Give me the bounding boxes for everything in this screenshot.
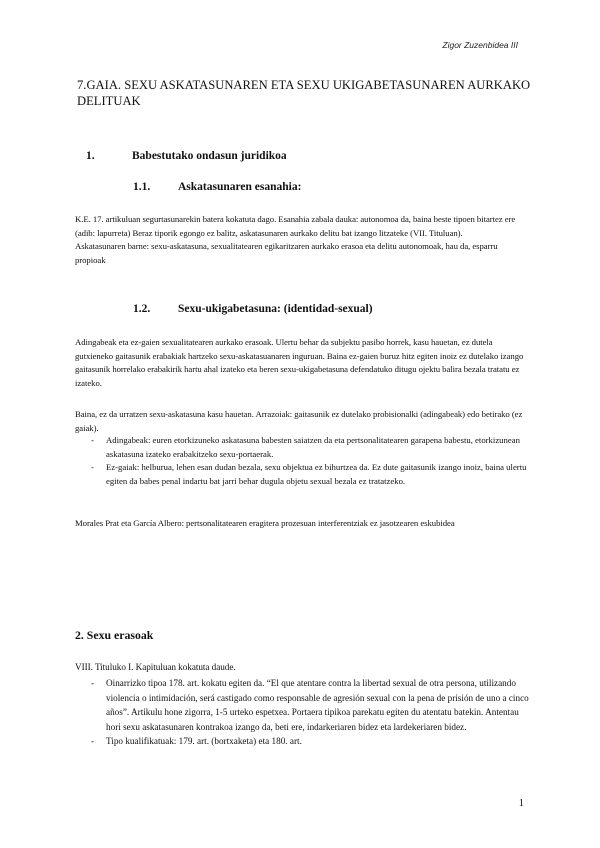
- chapter-title: 7.GAIA. SEXU ASKATASUNAREN ETA SEXU UKIGABETASUNAREN AURKAKO DELITUAK: [77, 78, 531, 108]
- section-2-heading: 2. Sexu erasoak: [75, 628, 154, 642]
- section-1-title: Babestutako ondasun juridikoa: [132, 150, 287, 162]
- paragraph: Askatasunaren barne: sexu-askatasuna, sexualitatearen egikaritzaren aurkako erasoa eta delitu autonomoak, hau da, esparru propioak: [75, 241, 498, 265]
- subsection-1-1-heading: [133, 181, 301, 193]
- bullet-list: [75, 676, 530, 749]
- bullet-marker: -: [91, 736, 95, 746]
- paragraph: VIII. Tituluko I. Kapituluan kokatuta daude.: [75, 662, 236, 672]
- bullet-marker: -: [91, 462, 94, 472]
- subsection-1-1-title: Askatasunaren esanahia:: [178, 181, 302, 193]
- paragraph: Morales Prat eta García Albero: pertsonalitatearen eragitera prozesuan interferentziak ez jasotzearen eskubidea: [75, 518, 455, 528]
- subsection-1-1-number: 1.1.: [133, 181, 151, 193]
- paragraph: Adingabeak eta ez-gaien sexualitatearen aurkako erasoak. Ulertu behar da subjektu pasibo horrek, kasu hauetan, ez dutela gutxieneko gaitasunik erabakiak hartzeko sexu-askatasuanaren inguruan. Baina ez-gaien buruz hitz egiten inoiz ez dutelako izango gaitasunik horrelako erabakirik hartu ahal izateko eta beren sexu-ukigabetasuna defendatuko ditugu ojektu balira bezala tratatu ez izateko.: [75, 337, 524, 388]
- page-number: 1: [518, 798, 524, 809]
- list-item: [75, 434, 530, 461]
- bullet-list: [75, 434, 530, 488]
- paragraph: K.E. 17. artikuluan segurtasunarekin batera kokatuta dago. Esanahia zabala dauka: autonomoa da, baina beste tipoen bitartez ere (adib: lapurreta) Beraz tiporik egongo ez balitz, askatasunaren aurkako delitu bat izango litzateke (VII. Tituluan).: [75, 214, 516, 238]
- list-item: [75, 676, 530, 734]
- list-item-text: Adingabeak: euren etorkizuneko askatasuna babesten saiatzen da eta pertsonalitatearen garapena babestu, etorkizunean askatasuna izateko erabakitzeko sexu-portaerak.: [106, 435, 520, 459]
- subsection-1-2-title: Sexu-ukigabetasuna: (identidad-sexual): [178, 303, 373, 315]
- list-item-text: Tipo kualifikatuak: 179. art. (bortxaketa) eta 180. art.: [106, 736, 302, 746]
- running-header: Zigor Zuzenbidea III: [442, 40, 518, 50]
- section-1-heading: [86, 150, 287, 162]
- list-item: [75, 734, 530, 749]
- paragraph: Baina, ez da urratzen sexu-askatasuna kasu hauetan. Arrazoiak: gaitasunik ez dutelako probisionalki (adingabeak) edo betirako (ez gaiak).: [75, 409, 523, 433]
- bullet-marker: -: [91, 678, 95, 688]
- list-item-text: Ez-gaiak: helburua, lehen esan dudan bezala, sexu objektua ez bihurtzea da. Ez dute gaitasunik izango inoiz, baina ulertu egiten da babes penal indartu bat jarri behar dugula objetu sexual bezala ez tratatzeko.: [106, 462, 527, 486]
- subsection-1-1-body: [75, 213, 530, 267]
- bullet-marker: -: [91, 435, 94, 445]
- section-1-number: 1.: [86, 150, 95, 162]
- list-item-text: Oinarrizko tipoa 178. art. kokatu egiten da. “El que atentare contra la libertad sexual de otra persona, utilizando violencia o intimidación, será castigado como responsable de agresión sexual con la pena de prisión de uno a cinco años”. Artikulu hone zigorra, 1-5 urteko espetxea. Portaera tipikoa parekatu egiten du atentatu batekin. Antentau hori sexu askatasunaren kontrakoa izango da, beti ere, indarkeriaren bidez eta lardekeriaren bidez.: [106, 678, 529, 732]
- list-item: [75, 461, 530, 488]
- subsection-1-2-number: 1.2.: [133, 303, 151, 315]
- subsection-1-2-heading: [133, 303, 373, 315]
